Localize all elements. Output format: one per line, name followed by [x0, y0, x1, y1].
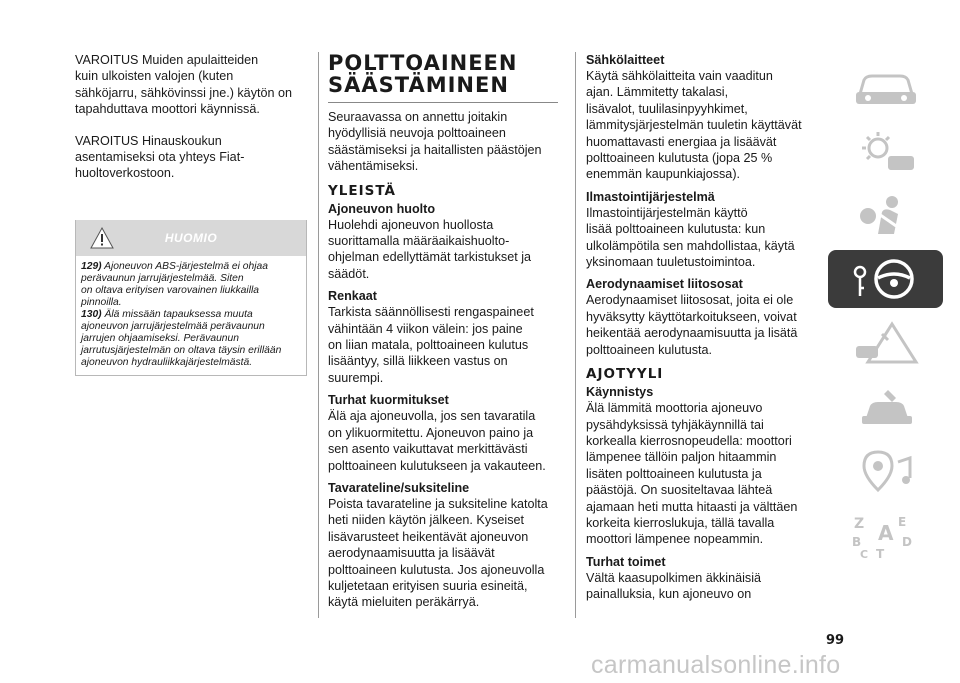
page-number: 99	[826, 633, 845, 648]
caution-item: 130) Älä missään tapauksessa muuta ajoneuvon jarrujärjestelmää perävaunun jarrujen ohjaamiseksi. Perävaunun jarrutusjärjestelmän on oltava täysin erillään ajoneuvon hydrauliikkajärjestelmästä.	[81, 308, 282, 368]
page-title: POLTTOAINEEN SÄÄSTÄMINEN	[328, 52, 558, 103]
tab-index[interactable]	[828, 506, 943, 564]
section-heading-driving-style: AJOTYYLI	[586, 366, 664, 383]
warning-text-2: VAROITUS Hinauskoukun asentamiseksi ota yhteys Fiat- huoltoverkostoon.	[75, 133, 245, 181]
subheading-maintenance: Ajoneuvon huolto	[328, 201, 436, 216]
caution-header	[76, 220, 306, 256]
navigation-media-icon	[848, 448, 924, 494]
column-divider	[575, 52, 576, 618]
subheading-unnecessary-actions: Turhat toimet	[586, 554, 666, 569]
tab-vehicle[interactable]	[828, 58, 943, 116]
subheading-air-conditioning: Ilmastointijärjestelmä	[586, 189, 715, 204]
tab-starting-driving[interactable]	[828, 250, 943, 308]
index-letter: B	[852, 535, 862, 549]
steering-wheel-key-icon	[848, 256, 924, 302]
starting-text: Älä lämmitä moottoria ajoneuvo pysähdyksissä tyhjäkäynnillä tai korkealla kierrosnopeudella: moottori lämpenee tällöin paljon hitaammin lisäten polttoaineen kulutusta ja päästöjä. On suositeltavaa lähteä ajamaan heti mutta hitaasti ja välttäen korkeita kierroslukuja, tällä tavalla moottori lämpenee nopeammin.	[586, 401, 798, 547]
middle-column	[328, 52, 558, 611]
right-column	[586, 52, 818, 603]
index-letter: D	[902, 535, 912, 549]
air-conditioning-text: Ilmastointijärjestelmän käyttö lisää polttoaineen kulutusta: kun ulkolämpötila sen mahdollistaa, käytä yksinomaan tuuletustoimintoa.	[586, 205, 795, 270]
tab-maintenance[interactable]	[828, 378, 943, 436]
index-letter: A	[878, 521, 894, 545]
maintenance-text: Huolehdi ajoneuvon huollosta suorittamalla määräaikaishuolto- ohjelman edellyttämät tarkistukset ja säädöt.	[328, 217, 531, 281]
tyres-text: Tarkista säännöllisesti rengaspaineet vähintään 4 viikon välein: jos paine on liian matala, polttoaineen kulutus lisääntyy, sillä liikkeen vastus on suurempi.	[328, 305, 534, 385]
chapter-tabs	[828, 58, 943, 570]
subheading-electrical: Sähkölaitteet	[586, 53, 665, 67]
index-letter: C	[860, 548, 869, 558]
left-column	[75, 52, 307, 376]
tab-emergency[interactable]	[828, 314, 943, 372]
unnecessary-actions-text: Vältä kaasupolkimen äkkinäisiä painalluksia, kun ajoneuvo on	[586, 570, 762, 602]
warning-triangle-icon	[848, 320, 924, 366]
caution-box	[75, 220, 307, 376]
subheading-starting: Käynnistys	[586, 385, 654, 400]
caution-title: HUOMIO	[164, 230, 218, 245]
subheading-aero-parts: Aerodynaamiset liitososat	[586, 277, 743, 292]
subheading-loads: Turhat kuormitukset	[328, 393, 449, 408]
warning-text-1: VAROITUS Muiden apulaitteiden kuin ulkoisten valojen (kuten sähköjarru, sähkövinssi jne.) käytön on tapahduttava moottori käynnissä.	[75, 53, 293, 117]
section-heading-general: YLEISTÄ	[328, 182, 396, 199]
index-letter: T	[876, 547, 885, 558]
loads-text: Älä aja ajoneuvolla, jos sen tavaratila on ylikuormitettu. Ajoneuvon paino ja sen asento vaikuttavat merkittävästi polttoaineen kulutukseen ja vakauteen.	[328, 409, 546, 473]
aero-parts-text: Aerodynaamiset liitososat, joita ei ole hyväksytty käyttötarkoitukseen, voivat heikentää aerodynaamisuutta ja lisätä polttoaineen kulutusta.	[586, 293, 798, 357]
index-letter: Z	[854, 516, 865, 532]
roof-rack-text: Poista tavarateline ja suksiteline katolta heti niiden käytön jälkeen. Kyseiset lisävarusteet heikentävät ajoneuvon aerodynaamisuutta ja lisäävät polttoaineen kulutusta. Jos ajoneuvolla kuljetetaan erityisen suuria esineitä, käytä mieluiten peräkärryä.	[328, 496, 548, 610]
airbag-seat-icon	[848, 192, 924, 238]
electrical-text: Käytä sähkölaitteita vain vaaditun ajan. Lämmitetty takalasi, lisävalot, tuulilasinpyyhkimet, lämmitysjärjestelmän tuuletin käyttävät huomattavasti energiaa ja lisäävät polttoaineen kulutusta (jopa 25 % enemmän kaupunkiajossa).	[586, 69, 802, 182]
caution-body	[76, 256, 306, 375]
column-divider	[318, 52, 319, 618]
index-letter: E	[898, 515, 907, 529]
index-letters-icon	[848, 512, 924, 558]
intro-text: Seuraavassa on annettu joitakin hyödyllisiä neuvoja polttoaineen säästämiseksi ja haitallisten päästöjen vähentämiseksi.	[328, 110, 542, 174]
tab-safety[interactable]	[828, 186, 943, 244]
wrench-car-icon	[848, 384, 924, 430]
car-icon	[848, 64, 924, 110]
subheading-tyres: Renkaat	[328, 289, 377, 304]
watermark-text: carmanualsonline.info	[591, 651, 841, 679]
tab-dashboard[interactable]	[828, 122, 943, 180]
subheading-roof-rack: Tavarateline/suksiteline	[328, 480, 470, 495]
caution-item: 129) Ajoneuvon ABS-järjestelmä ei ohjaa perävaunun jarrujärjestelmää. Siten on oltava erityisen varovainen liukkailla pinnoilla.	[81, 260, 268, 308]
dashboard-lights-icon	[848, 128, 924, 174]
tab-multimedia[interactable]	[828, 442, 943, 500]
